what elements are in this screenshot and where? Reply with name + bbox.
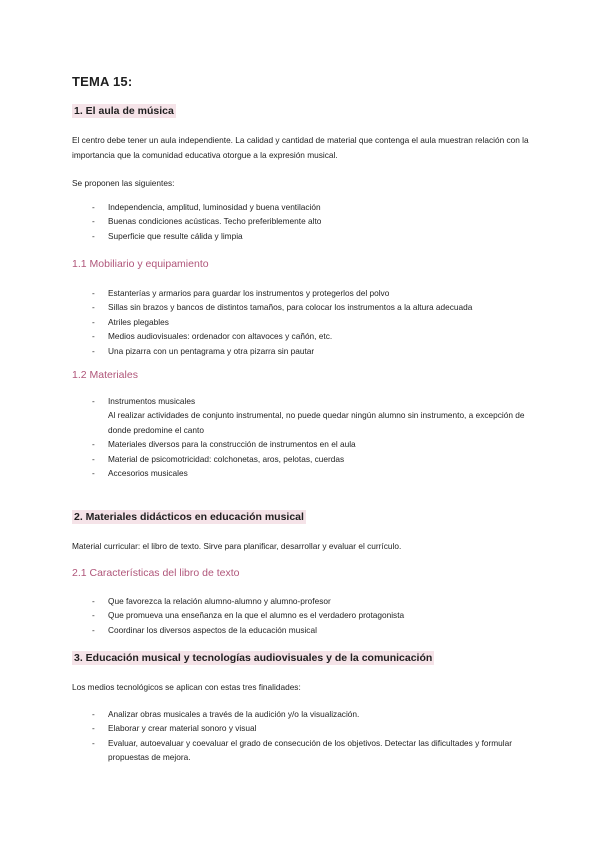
section-3-heading: 3. Educación musical y tecnologías audiovisuales y de la comunicación: [74, 652, 433, 664]
section-3-intro: Los medios tecnológicos se aplican con estas tres finalidades:: [72, 682, 301, 692]
list-item: - Materiales diversos para la construcción de instrumentos en el aula: [92, 437, 532, 451]
list-item: - Evaluar, autoevaluar y coevaluar el grado de consecución de los objetivos. Detectar las dificultades y formular propuestas de mejora.: [92, 736, 532, 765]
list-item: - Buenas condiciones acústicas. Techo preferiblemente alto: [92, 214, 532, 228]
list-item: - Sillas sin brazos y bancos de distintos tamaños, para colocar los instrumentos a la altura adecuada: [92, 300, 532, 314]
list-item: - Que favorezca la relación alumno-alumno y alumno-profesor: [92, 594, 532, 608]
list-item: - Independencia, amplitud, luminosidad y buena ventilación: [92, 200, 532, 214]
list-item: - Una pizarra con un pentagrama y otra pizarra sin pautar: [92, 344, 532, 358]
list-item: - Coordinar los diversos aspectos de la educación musical: [92, 623, 532, 637]
list-item: - Superficie que resulte cálida y limpia: [92, 229, 532, 243]
section-3-list: [92, 707, 532, 765]
list-item: - Instrumentos musicales: [92, 394, 532, 408]
section-2-1-heading: 2.1 Características del libro de texto: [72, 567, 240, 579]
section-1-intro: El centro debe tener un aula independiente. La calidad y cantidad de material que contenga el aula muestran relación con la importancia que la comunidad educativa otorgue a la expresión musical.: [72, 135, 529, 160]
list-item: - Analizar obras musicales a través de la audición y/o la visualización.: [92, 707, 532, 721]
list-item: - Medios audiovisuales: ordenador con altavoces y cañón, etc.: [92, 329, 532, 343]
list-item: - Que promueva una enseñanza en la que el alumno es el verdadero protagonista: [92, 608, 532, 622]
list-item: - Material de psicomotricidad: colchonetas, aros, pelotas, cuerdas: [92, 452, 532, 466]
section-1-2-list: [92, 394, 532, 480]
section-2-1-list: [92, 594, 532, 637]
list-item: - Accesorios musicales: [92, 466, 532, 480]
section-1-1-list: [92, 286, 532, 358]
section-1-heading: 1. El aula de música: [74, 105, 174, 117]
list-item: - Elaborar y crear material sonoro y visual: [92, 721, 532, 735]
section-2-heading: 2. Materiales didácticos en educación musical: [74, 511, 304, 523]
section-1-2-heading: 1.2 Materiales: [72, 369, 138, 381]
section-1-1-heading: 1.1 Mobiliario y equipamiento: [72, 258, 209, 270]
list-item: - Atriles plegables: [92, 315, 532, 329]
section-2-intro: Material curricular: el libro de texto. Sirve para planificar, desarrollar y evaluar el currículo.: [72, 541, 402, 551]
list-item: - Estanterías y armarios para guardar los instrumentos y protegerlos del polvo: [92, 286, 532, 300]
section-1-lead: Se proponen las siguientes:: [72, 178, 175, 188]
list-item-detail: Al realizar actividades de conjunto instrumental, no puede quedar ningún alumno sin instrumento, a excepción de donde predomine el canto: [108, 410, 525, 435]
section-1-list: [92, 200, 532, 243]
page-title: TEMA 15:: [72, 74, 133, 89]
